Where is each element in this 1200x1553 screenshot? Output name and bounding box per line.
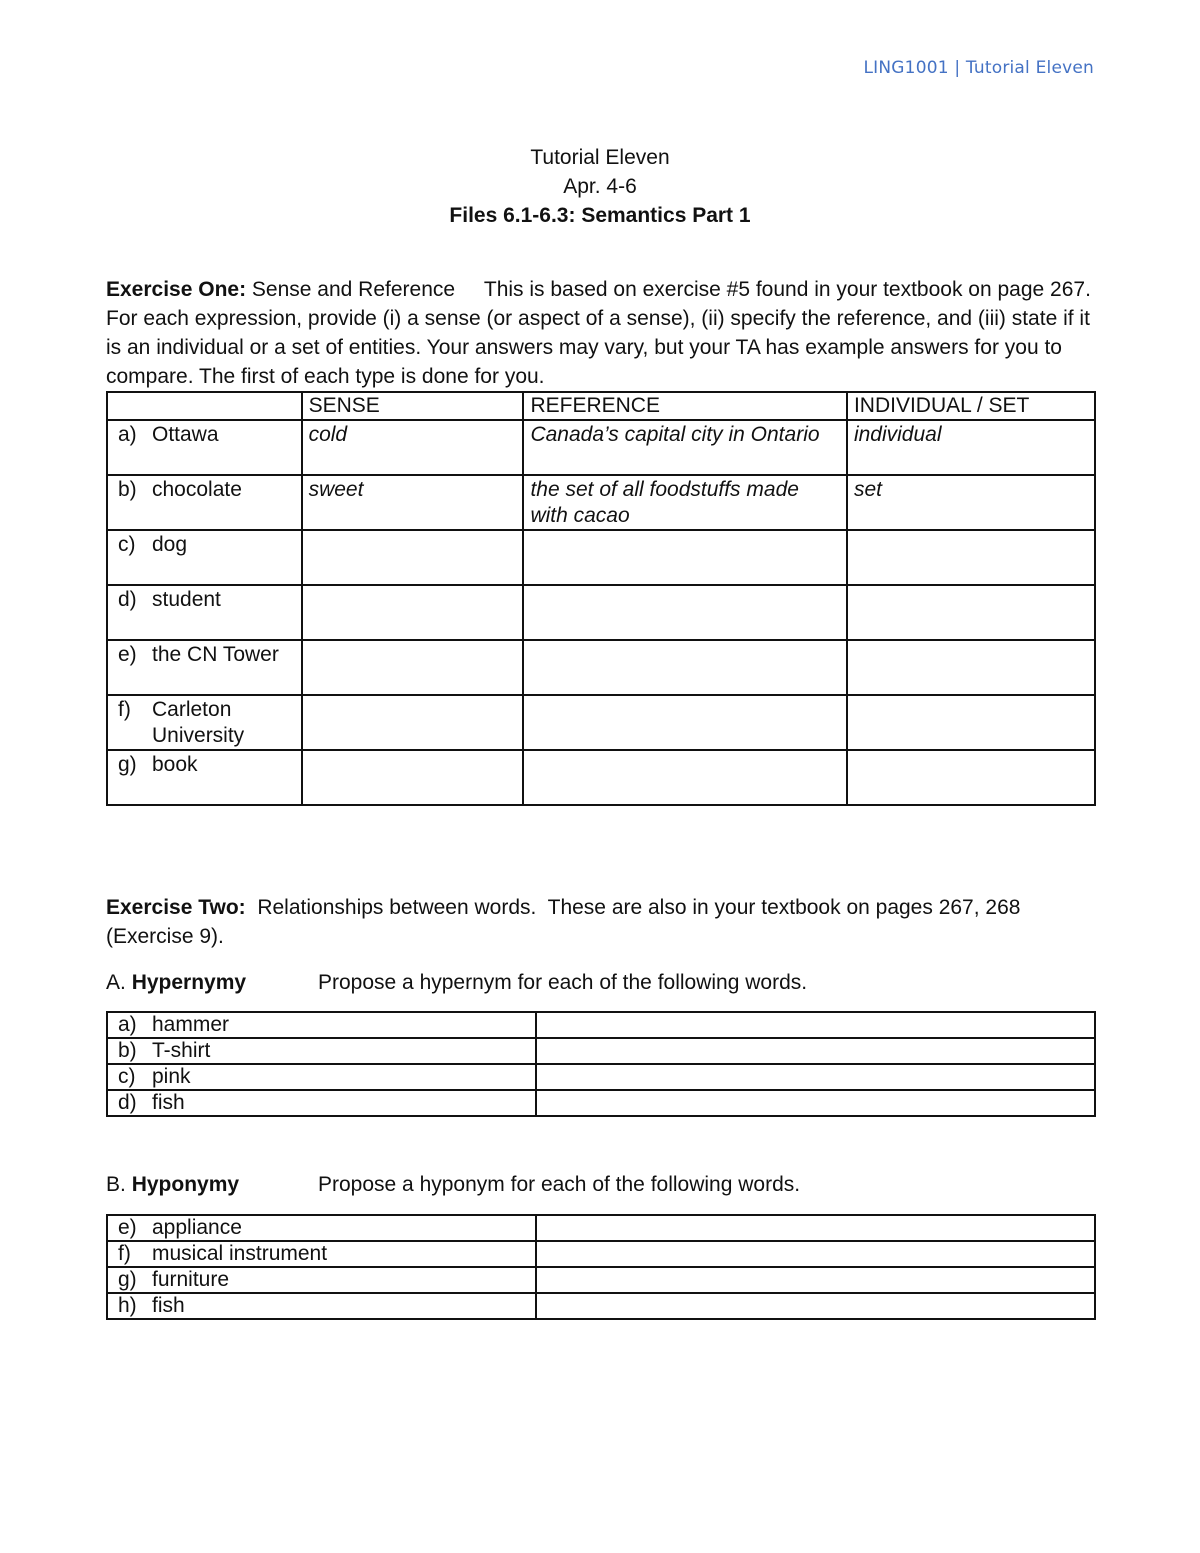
individual-set-cell[interactable]: [847, 695, 1095, 750]
expression-cell: [107, 695, 302, 750]
word-cell: [107, 1090, 536, 1116]
table-row: [107, 585, 1095, 640]
reference-cell[interactable]: [523, 585, 847, 640]
answer-cell[interactable]: [536, 1090, 1095, 1116]
column-header-expression: [107, 392, 302, 420]
reference-cell[interactable]: [523, 640, 847, 695]
individual-set-cell[interactable]: set: [847, 475, 1095, 530]
expression-text: Ottawa: [152, 423, 219, 446]
row-letter: c): [118, 533, 136, 556]
table-row: [107, 1293, 1095, 1319]
row-letter: f): [118, 1242, 131, 1265]
word-cell: [107, 1038, 536, 1064]
word-text: pink: [152, 1065, 191, 1088]
hyponymy-heading: [106, 1170, 801, 1199]
expression-text: student: [152, 588, 221, 611]
row-letter: f): [118, 698, 131, 721]
word-text: furniture: [152, 1268, 230, 1291]
sense-cell[interactable]: [302, 750, 524, 805]
answer-cell[interactable]: [536, 1012, 1095, 1038]
reference-cell[interactable]: [523, 530, 847, 585]
table-row: [107, 420, 1095, 475]
word-cell: [107, 1293, 536, 1319]
sense-cell[interactable]: [302, 585, 524, 640]
exercise-one-label: Exercise One:: [106, 278, 247, 301]
expression-text: chocolate: [152, 478, 242, 501]
sense-reference-table: [106, 391, 1096, 806]
table-row: [107, 1064, 1095, 1090]
hypernymy-heading: [106, 968, 808, 997]
row-letter: b): [118, 1039, 137, 1062]
word-text: fish: [152, 1091, 185, 1114]
row-letter: e): [118, 1216, 137, 1239]
reference-cell[interactable]: [523, 750, 847, 805]
expression-text: the CN Tower: [152, 643, 279, 666]
date-line: Apr. 4-6: [563, 175, 637, 198]
column-header-sense: SENSE: [302, 392, 524, 420]
page-title: Tutorial Eleven: [530, 146, 670, 169]
table-row: [107, 640, 1095, 695]
word-cell: [107, 1064, 536, 1090]
section-a-instruction: Propose a hypernym for each of the following words.: [318, 971, 808, 994]
exercise-two-instructions: [106, 893, 1096, 951]
word-text: musical instrument: [152, 1242, 328, 1265]
reference-cell[interactable]: [523, 695, 847, 750]
files-line: Files 6.1-6.3: Semantics Part 1: [449, 204, 751, 227]
row-letter: e): [118, 643, 137, 666]
section-b-prefix: B.: [106, 1173, 132, 1196]
row-letter: h): [118, 1294, 137, 1317]
sense-cell[interactable]: sweet: [302, 475, 524, 530]
individual-set-cell[interactable]: [847, 640, 1095, 695]
expression-text: dog: [152, 533, 188, 556]
individual-set-cell[interactable]: [847, 585, 1095, 640]
answer-cell[interactable]: [536, 1215, 1095, 1241]
row-letter: g): [118, 1268, 137, 1291]
word-cell: [107, 1241, 536, 1267]
table-row: [107, 530, 1095, 585]
answer-cell[interactable]: [536, 1293, 1095, 1319]
word-text: fish: [152, 1294, 185, 1317]
word-text: appliance: [152, 1216, 242, 1239]
individual-set-cell[interactable]: [847, 750, 1095, 805]
exercise-one-instructions: [106, 275, 1096, 391]
row-letter: b): [118, 478, 137, 501]
table-row: [107, 1012, 1095, 1038]
word-cell: [107, 1215, 536, 1241]
word-text: hammer: [152, 1013, 230, 1036]
table-header-row: [107, 392, 1095, 420]
word-cell: [107, 1267, 536, 1293]
row-letter: g): [118, 753, 137, 776]
sense-cell[interactable]: [302, 695, 524, 750]
section-b-name: Hyponymy: [131, 1173, 240, 1196]
expression-cell: [107, 640, 302, 695]
reference-cell[interactable]: Canada’s capital city in Ontario: [523, 420, 847, 475]
expression-cell: [107, 475, 302, 530]
exercise-two-text: Relationships between words. These are also in your textbook on pages 267, 268 (Exercise 9).: [106, 896, 1027, 948]
table-row: [107, 695, 1095, 750]
table-row: [107, 750, 1095, 805]
table-row: [107, 1267, 1095, 1293]
answer-cell[interactable]: [536, 1267, 1095, 1293]
running-header: LING1001 | Tutorial Eleven: [863, 58, 1094, 78]
word-text: T-shirt: [152, 1039, 211, 1062]
answer-cell[interactable]: [536, 1038, 1095, 1064]
answer-cell[interactable]: [536, 1064, 1095, 1090]
expression-cell: [107, 750, 302, 805]
hyponym-table: [106, 1214, 1096, 1320]
section-b-instruction: Propose a hyponym for each of the following words.: [318, 1173, 801, 1196]
hypernym-table: [106, 1011, 1096, 1117]
row-letter: a): [118, 423, 137, 446]
individual-set-cell[interactable]: [847, 530, 1095, 585]
answer-cell[interactable]: [536, 1241, 1095, 1267]
title-block: [0, 143, 1200, 230]
sense-cell[interactable]: cold: [302, 420, 524, 475]
table-row: [107, 475, 1095, 530]
expression-cell: [107, 585, 302, 640]
expression-text: Carleton University: [152, 698, 245, 747]
individual-set-cell[interactable]: individual: [847, 420, 1095, 475]
expression-cell: [107, 420, 302, 475]
table-row: [107, 1038, 1095, 1064]
expression-text: book: [152, 753, 198, 776]
row-letter: c): [118, 1065, 136, 1088]
table-row: [107, 1241, 1095, 1267]
section-a-prefix: A.: [106, 971, 132, 994]
row-letter: a): [118, 1013, 137, 1036]
sense-cell[interactable]: [302, 640, 524, 695]
reference-cell[interactable]: the set of all foodstuffs made with cacao: [523, 475, 847, 530]
table-row: [107, 1215, 1095, 1241]
column-header-individual-set: INDIVIDUAL / SET: [847, 392, 1095, 420]
sense-cell[interactable]: [302, 530, 524, 585]
table-row: [107, 1090, 1095, 1116]
expression-cell: [107, 530, 302, 585]
column-header-reference: REFERENCE: [523, 392, 847, 420]
exercise-one-text: Sense and Reference This is based on exercise #5 found in your textbook on page 267. For each expression, provide (i) a sense (or aspect of a sense), (ii) specify the reference, and (iii) state if it is an individual or a set of entities. Your answers may vary, but your TA has example answers for you to compare. The first of each type is done for you.: [106, 278, 1097, 388]
word-cell: [107, 1012, 536, 1038]
row-letter: d): [118, 1091, 137, 1114]
exercise-two-label: Exercise Two:: [106, 896, 246, 919]
section-a-name: Hypernymy: [131, 971, 247, 994]
row-letter: d): [118, 588, 137, 611]
